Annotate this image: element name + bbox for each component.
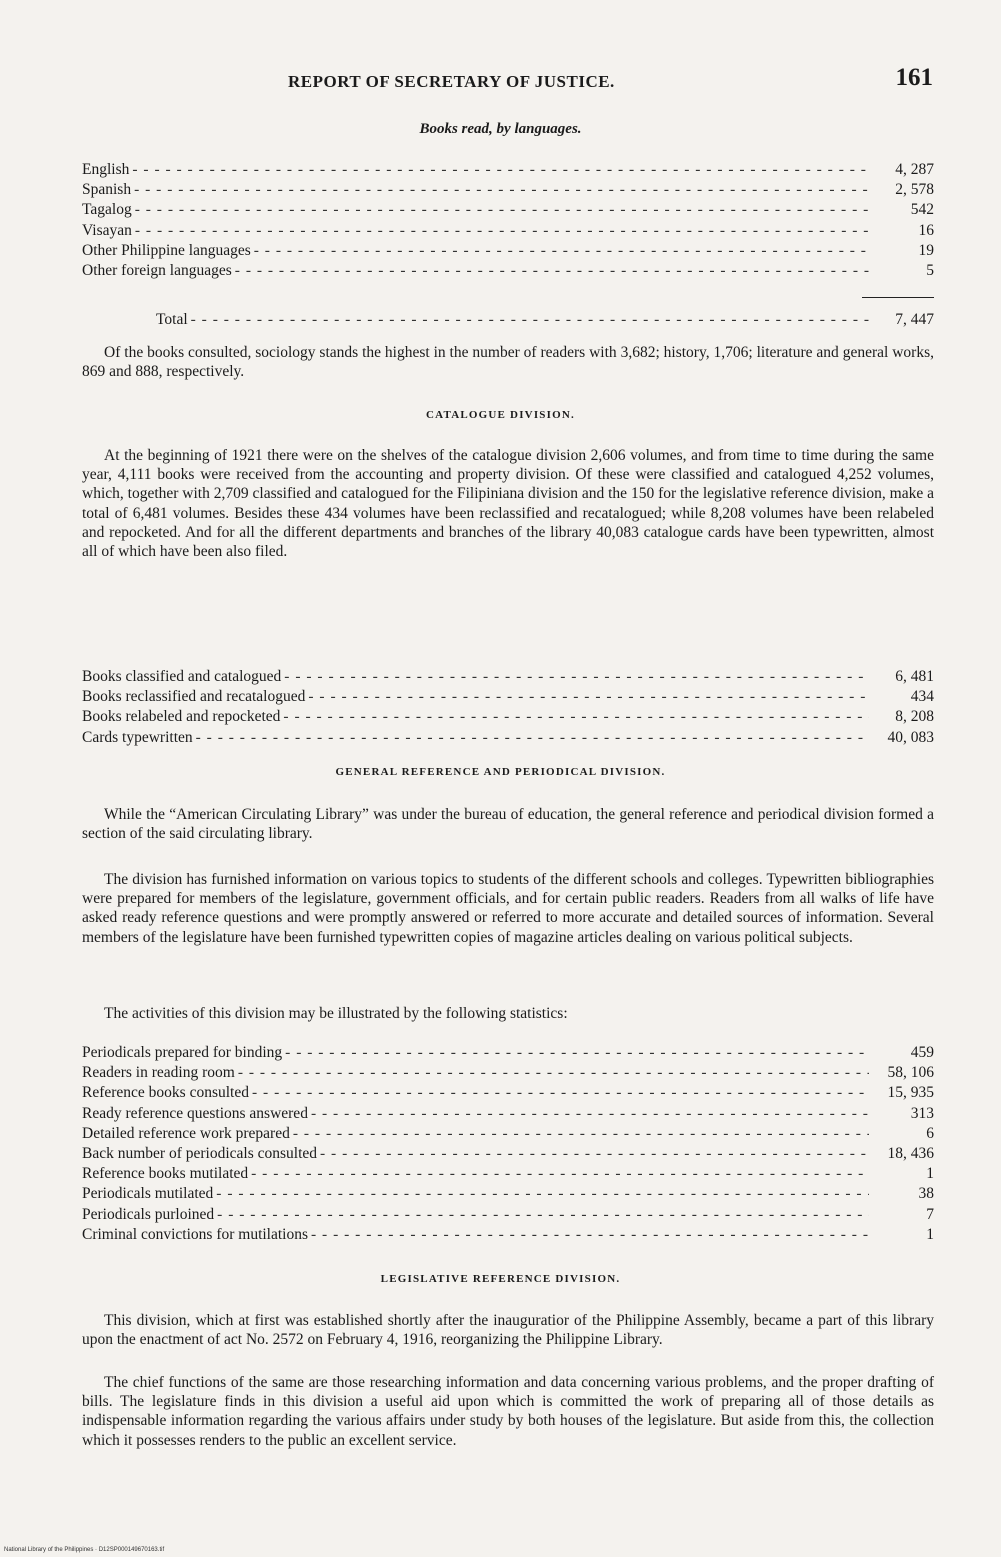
table-row: Other Philippine languages - - - 19 — [82, 241, 934, 261]
table-row: Back number of periodicals consulted - - - 18, 436 — [82, 1144, 934, 1164]
running-title: REPORT OF SECRETARY OF JUSTICE. — [288, 72, 615, 91]
table-row: Books reclassified and recatalogued - - - 434 — [82, 687, 934, 707]
legislative-heading: LEGISLATIVE REFERENCE DIVISION. — [380, 1273, 621, 1285]
general-reference-heading: GENERAL REFERENCE AND PERIODICAL DIVISION. — [335, 766, 666, 778]
legislative-paragraph-2: The chief functions of the same are those researching information and data concerning various problems, and the proper drafting of bills. The legislature finds in this division a useful aid upon which is committed the work of preparing all of those details as indispensable information regarding the various affairs under study by both houses of the legislature. But aside from this, the collection which it possesses renders to the public an excellent service. — [82, 1374, 934, 1449]
table-row: Tagalog - - - 542 — [82, 200, 934, 220]
general-paragraph-1: While the “American Circulating Library” was under the bureau of education, the general reference and periodical division formed a section of the said circulating library. — [82, 806, 934, 843]
table-row: Visayan - - - 16 — [82, 221, 934, 241]
table-row: Periodicals prepared for binding - - - 459 — [82, 1043, 934, 1063]
language-table — [82, 160, 934, 281]
table-row: Criminal convictions for mutilations - - - 1 — [82, 1225, 934, 1245]
general-statistics-table — [82, 1043, 934, 1245]
table-row: Cards typewritten - - - 40, 083 — [82, 728, 934, 748]
table-row: Readers in reading room - - - 58, 106 — [82, 1063, 934, 1083]
table-row: Periodicals purloined - - - 7 — [82, 1205, 934, 1225]
table-row: English - - - 4, 287 — [82, 160, 934, 180]
catalogue-table — [82, 667, 934, 748]
table-row: Spanish - - - 2, 578 — [82, 180, 934, 200]
general-paragraph-2: The division has furnished information on various topics to students of the different schools and colleges. Typewritten bibliographies were prepared for members of the legislature, government officials, and for certain public readers. Readers from all walks of life have asked ready reference questions and were promptly answered or referred to more accurate and detailed sources of information. Several members of the legislature have been furnished typewritten copies of magazine articles dealing on various political subjects. — [82, 871, 934, 946]
total-row: Total - - - 7, 447 — [82, 310, 934, 330]
sociology-paragraph: Of the books consulted, sociology stands the highest in the number of readers with 3,682; history, 1,706; literature and general works, 869 and 888, respectively. — [82, 344, 934, 381]
legislative-paragraph-1: This division, which at first was established shortly after the inauguratior of the Philippine Assembly, became a part of this library upon the enactment of act No. 2572 on February 4, 1916, reorganizing the Philippine Library. — [82, 1312, 934, 1349]
table-row: Ready reference questions answered - - - 313 — [82, 1104, 934, 1124]
table-row: Books relabeled and repocketed - - - 8, 208 — [82, 707, 934, 727]
table-row: Periodicals mutilated - - - 38 — [82, 1184, 934, 1204]
table-row: Books classified and catalogued - - - 6, 481 — [82, 667, 934, 687]
books-by-language-title: Books read, by languages. — [419, 121, 582, 137]
table-row: Reference books mutilated - - - 1 — [82, 1164, 934, 1184]
general-paragraph-3: The activities of this division may be illustrated by the following statistics: — [104, 1005, 568, 1022]
catalogue-paragraph: At the beginning of 1921 there were on the shelves of the catalogue division 2,606 volumes, and from time to time during the same year, 4,111 books were received from the accounting and property division. Of these were classified and catalogued 4,252 volumes, which, together with 2,709 classified and catalogued for the Filipiniana division and the 150 for the legislative reference division, make a total of 6,481 volumes. Besides these 434 volumes have been reclassified and recatalogued; while 8,208 volumes have been relabeled and repocketed. And for all the different departments and branches of the library 40,083 catalogue cards have been typewritten, almost all of which have been also filed. — [82, 447, 934, 561]
table-row: Other foreign languages - - - 5 — [82, 261, 934, 281]
scan-footer: National Library of the Philippines · D12SP000149670163.tif — [4, 1547, 165, 1553]
table-row: Reference books consulted - - - 15, 935 — [82, 1083, 934, 1103]
page-number: 161 — [895, 64, 933, 91]
page-header — [80, 62, 935, 102]
total-rule — [862, 297, 934, 298]
catalogue-heading: CATALOGUE DIVISION. — [426, 409, 575, 421]
table-row: Detailed reference work prepared - - - 6 — [82, 1124, 934, 1144]
language-total — [82, 310, 934, 330]
